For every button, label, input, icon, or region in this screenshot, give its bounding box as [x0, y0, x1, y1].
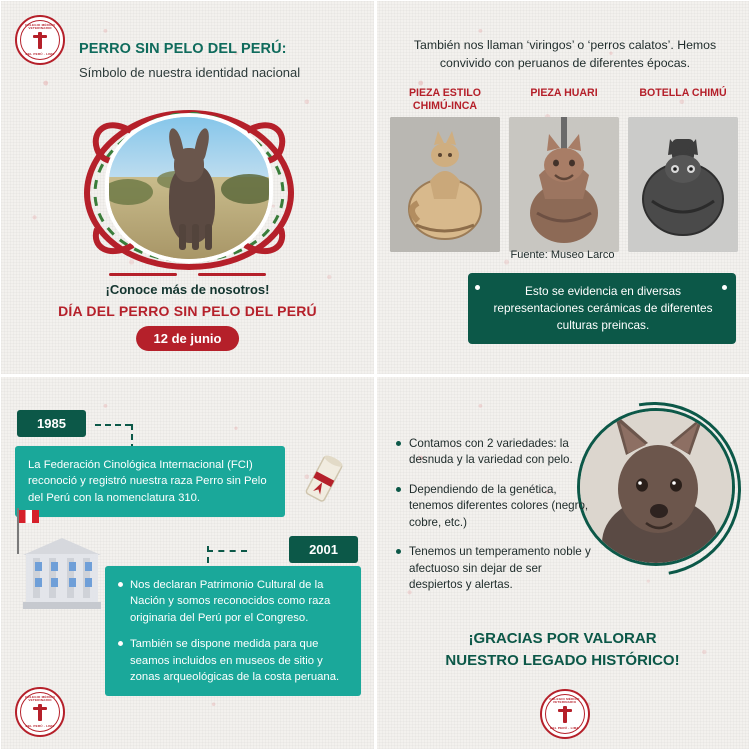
- veterinary-cross-icon: [38, 32, 42, 49]
- panel-timeline: [0, 375, 375, 750]
- fact-item: Contamos con 2 variedades: la desnuda y la variedad con pelo.: [396, 436, 596, 469]
- ceramics-gallery: [390, 87, 738, 252]
- veterinary-cross-icon: [38, 704, 42, 721]
- year-chip-2001: 2001: [289, 536, 358, 563]
- cta-text: ¡Conoce más de nosotros!: [105, 282, 270, 297]
- thanks-line-2: NUESTRO LEGADO HISTÓRICO!: [445, 651, 680, 669]
- timeline-bullet-text: Nos declaran Patrimonio Cultural de la Nación y somos reconocidos como raza originaria del Perú por el Congreso.: [130, 579, 331, 624]
- cmvp-logo: [540, 689, 590, 739]
- page-subtitle: Símbolo de nuestra identidad nacional: [79, 65, 301, 80]
- date-badge[interactable]: 12 de junio: [136, 326, 240, 351]
- source-credit: Fuente: Museo Larco: [510, 249, 615, 261]
- logo-top-text: COLEGIO MÉDICO VETERINARIO: [24, 23, 56, 31]
- logo-bottom-text: DEL PERÚ · LIMA: [550, 725, 579, 730]
- cmvp-logo: [15, 15, 65, 65]
- panel-intro: [0, 0, 375, 375]
- bullet-left-icon: [475, 285, 480, 290]
- ceramic-card: [509, 87, 619, 252]
- logo-top-text: COLEGIO MÉDICO VETERINARIO: [549, 697, 580, 705]
- timeline-dash-2: [207, 550, 247, 552]
- fact-item: Dependiendo de la genética, tenemos diferentes colores (negro, cobre, etc.): [396, 482, 596, 531]
- page-title: PERRO SIN PELO DEL PERÚ:: [79, 41, 287, 57]
- facts-list: [396, 436, 596, 607]
- timeline-bullet: [118, 636, 348, 685]
- panel-facts: [375, 375, 750, 750]
- timeline-bullet-text: También se dispone medida para que seamos incluidos en museos de sitio y zonas arqueológicas de la costa peruana.: [130, 638, 340, 683]
- bullet-right-icon: [722, 285, 727, 290]
- highlight-box: [468, 273, 736, 344]
- logo-bottom-text: DEL PERÚ · LIMA: [25, 723, 55, 728]
- congress-building-icon: [23, 538, 101, 612]
- panel-ceramics: [375, 0, 750, 375]
- day-label: DÍA DEL PERRO SIN PELO DEL PERÚ: [58, 303, 317, 319]
- year-chip-1985: 1985: [17, 410, 86, 437]
- logo-bottom-text: DEL PERÚ · LIMA: [25, 51, 55, 56]
- ceramica-chimu-inca-image: [390, 117, 500, 252]
- timeline-bullet: [118, 577, 348, 626]
- ceramic-caption: PIEZA HUARI: [530, 87, 598, 99]
- panel-gutter-horizontal: [0, 374, 750, 377]
- dog-portrait-photo: [577, 408, 735, 566]
- timeline-box-2001: [105, 566, 361, 696]
- botella-chimu-image: [628, 117, 738, 252]
- ceramics-intro: También nos llaman ‘viringos’ o ‘perros calatos’. Hemos convivido con peruanos de diferentes épocas.: [413, 38, 717, 70]
- veterinary-cross-icon: [563, 706, 567, 723]
- timeline-text-1985: La Federación Cinológica Internacional (FCI) reconoció y registró nuestra raza Perro sin Pelo del Perú con la nomenclatura 310.: [15, 446, 285, 517]
- hero-photo: [105, 113, 273, 263]
- cmvp-logo: [15, 687, 65, 737]
- diploma-scroll-icon: [297, 454, 351, 508]
- ceramic-card: [390, 87, 500, 252]
- timeline-dash-1: [95, 424, 131, 426]
- ceramic-caption: BOTELLA CHIMÚ: [639, 87, 727, 99]
- thanks-message: [376, 628, 749, 672]
- ceramica-huari-image: [509, 117, 619, 252]
- ceramic-caption: PIEZA ESTILO CHIMÚ-INCA: [408, 87, 481, 112]
- ceramic-card: [628, 87, 738, 252]
- thanks-line-1: ¡GRACIAS POR VALORAR: [468, 630, 657, 647]
- fact-item: Tenemos un temperamento noble y afectuoso sin dejar de ser despiertos y alertas.: [396, 544, 596, 593]
- logo-top-text: COLEGIO MÉDICO VETERINARIO: [24, 695, 56, 703]
- highlight-text: Esto se evidencia en diversas representaciones cerámicas de diferentes culturas preincas.: [493, 284, 713, 332]
